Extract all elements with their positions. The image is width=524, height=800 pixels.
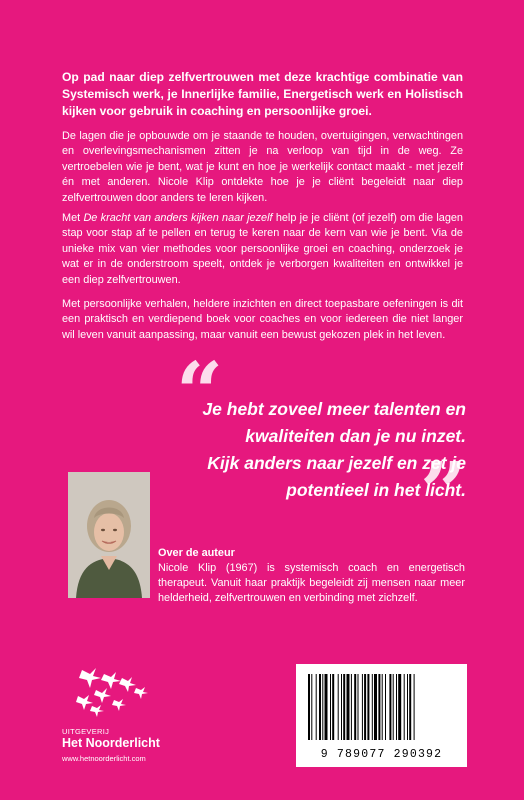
author-portrait-icon [68, 472, 150, 598]
publisher-url: www.hetnoorderlicht.com [62, 754, 146, 763]
author-photo [68, 472, 150, 598]
paragraph-2-pre: Met [62, 212, 84, 224]
barcode-icon [296, 664, 467, 744]
quote-line-3: Kijk anders naar jezelf en zet je [207, 453, 466, 473]
publisher-name: Het Noorderlicht [62, 736, 160, 750]
open-quote-icon: “ [176, 345, 224, 441]
close-quote-icon: ” [420, 445, 468, 541]
paragraph-2 [62, 211, 463, 288]
isbn-barcode [296, 664, 467, 767]
quote-line-4: potentieel in het licht. [286, 480, 466, 500]
author-bio: Nicole Klip (1967) is systemisch coach en energetisch therapeut. Vanuit haar praktijk begeleidt zij mensen naar meer helderheid, zelfvertrouwen en verbinding met zichzelf. [158, 562, 465, 604]
quote-line-1: Je hebt zoveel meer talenten en [202, 399, 466, 419]
author-heading: Over de auteur [158, 547, 235, 559]
book-title-inline: De kracht van anders kijken naar jezelf [83, 212, 273, 224]
intro-lead: Op pad naar diep zelfvertrouwen met deze krachtige combinatie van Systemisch werk, je Innerlijke familie, Energetisch werk en Holistisch kijken voor gebruik in coaching en persoonlijke groei. [62, 70, 463, 119]
paragraph-3: Met persoonlijke verhalen, heldere inzichten en direct toepasbare oefeningen is dit een praktisch en verdiepend boek voor coaches en voor iedereen die niet langer wil leven vanuit aanpassing, maar vanuit een bewust gekozen plek in het leven. [62, 298, 463, 341]
paragraph-2-post: help je je cliënt (of jezelf) om die lagen stap voor stap af te pellen en terug te keren naar de kern van wie je bent. Via de unieke mix van vier methodes voor persoonlijke groei en coaching, onderzoek je wat er in de onderstroom speelt, ontdek je verborgen kwaliteiten en ontwikkel je een diep zelfvertrouwen. [62, 212, 463, 286]
paragraph-1: De lagen die je opbouwde om je staande te houden, overtuigingen, verwachtingen en overlevingsmechanismen zitten je na verloop van tijd in de weg. Ze vertroebelen wie je bent, wat je kunt en hoe je werkelijk contact maakt - met jezelf én met anderen. Nicole Klip ontdekte hoe je je cliënt begeleidt naar diep zelfvertrouwen door anders te leren kijken. [62, 130, 463, 204]
quote-line-2: kwaliteiten dan je nu inzet. [245, 426, 466, 446]
publisher-label: UITGEVERIJ [62, 727, 110, 736]
isbn-number: 9 789077 290392 [320, 748, 443, 761]
